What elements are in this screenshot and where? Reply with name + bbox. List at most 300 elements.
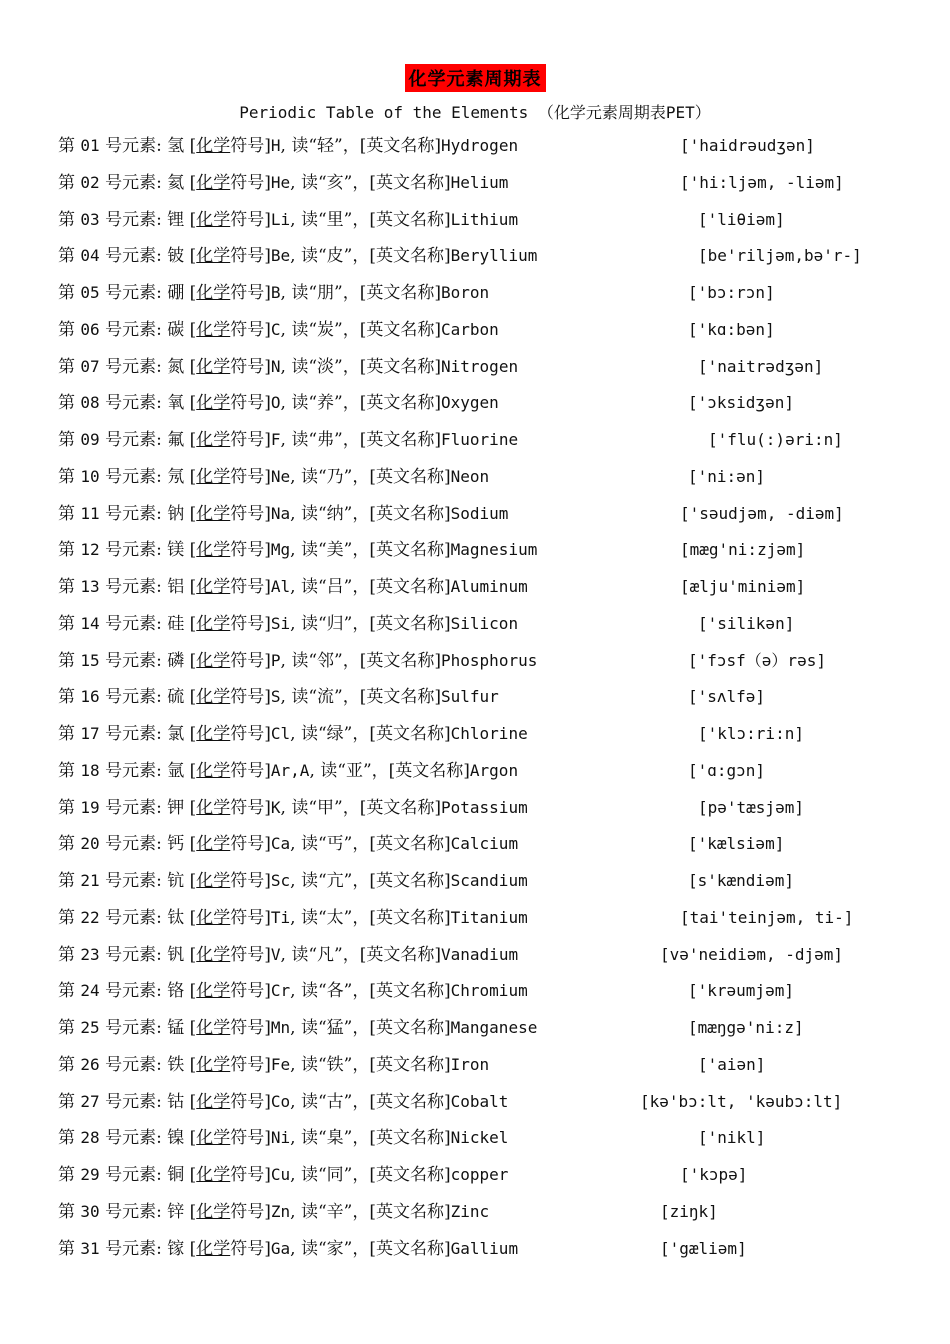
element-reading: “丐” <box>317 834 353 855</box>
element-english-name: Scandium <box>450 871 528 890</box>
element-english-name: Potassium <box>441 797 528 817</box>
label-en-name: [英文名称] <box>369 503 451 524</box>
label-di: 第 <box>58 871 75 891</box>
element-char: 镁 <box>167 540 185 561</box>
label-du: 读 <box>291 797 309 818</box>
bracket-open: [ <box>189 1238 197 1259</box>
label-di: 第 <box>58 209 75 230</box>
label-du: 读 <box>300 466 318 487</box>
element-pronunciation: ['kɔpə] <box>680 1165 748 1184</box>
label-chem: 化学 <box>196 650 231 671</box>
label-en-name: [英文名称] <box>359 393 442 414</box>
element-char: 氖 <box>167 466 185 487</box>
element-symbol: Li <box>270 209 291 229</box>
element-number: 06 <box>80 319 100 339</box>
label-hao: 号元素: <box>105 283 162 303</box>
element-row: 第 15 号元素: 磷 [化学符号]P, 读“邻”，[英文名称]Phosphorus ['fɔsf（ə）rəs] <box>58 645 537 677</box>
label-en-name: [英文名称] <box>359 283 442 303</box>
label-en-name: [英文名称] <box>369 209 451 230</box>
label-symbol: 符号] <box>230 724 271 744</box>
element-char: 钙 <box>167 834 185 855</box>
element-symbol: Na <box>270 503 291 523</box>
element-english-name: Aluminum <box>450 577 528 596</box>
element-row: 第 24 号元素: 铬 [化学符号]Cr, 读“各”，[英文名称]Chromium ['krəumjəm] <box>58 975 528 1007</box>
element-symbol: Ni <box>270 1128 291 1148</box>
element-row: 第 06 号元素: 碳 [化学符号]C, 读“炭”，[英文名称]Carbon ['kɑ:bən] <box>58 314 499 346</box>
element-pronunciation: [mæg'ni:zjəm] <box>680 540 806 560</box>
label-du: 读 <box>291 944 309 965</box>
element-char: 锂 <box>167 209 185 230</box>
element-pronunciation: ['silikən] <box>698 613 795 633</box>
bracket-open: [ <box>189 283 197 303</box>
label-symbol: 符号] <box>230 834 271 855</box>
element-row: 第 03 号元素: 锂 [化学符号]Li, 读“里”，[英文名称]Lithium ['liθiəm] <box>58 204 518 236</box>
element-row: 第 31 号元素: 镓 [化学符号]Ga, 读“家”，[英文名称]Gallium ['gæliəm] <box>58 1233 518 1265</box>
label-di: 第 <box>58 1128 75 1149</box>
element-pronunciation: ['hi:ljəm, -liəm] <box>680 172 844 192</box>
element-pronunciation: ['nikl] <box>698 1128 766 1148</box>
label-di: 第 <box>58 319 75 340</box>
label-du: 读 <box>291 356 309 377</box>
label-chem: 化学 <box>196 319 231 340</box>
element-pronunciation: ['bɔ:rɔn] <box>688 283 775 302</box>
element-reading: “弗” <box>308 430 343 450</box>
label-di: 第 <box>58 650 75 671</box>
element-symbol: V <box>270 944 281 964</box>
element-reading: “养” <box>308 393 343 414</box>
label-chem: 化学 <box>196 1201 231 1222</box>
label-chem: 化学 <box>196 1054 231 1075</box>
label-du: 读 <box>291 319 309 340</box>
element-pronunciation: ['klɔ:ri:n] <box>698 724 804 743</box>
label-di: 第 <box>58 283 75 303</box>
bracket-open: [ <box>189 1128 197 1149</box>
label-hao: 号元素: <box>105 650 162 671</box>
element-english-name: copper <box>450 1165 509 1184</box>
label-du: 读 <box>291 136 309 156</box>
element-char: 氟 <box>167 430 185 450</box>
element-char: 镍 <box>167 1128 185 1149</box>
label-di: 第 <box>58 907 75 928</box>
label-symbol: 符号] <box>230 944 271 965</box>
element-english-name: Nitrogen <box>441 356 519 376</box>
element-symbol: Zn <box>270 1201 291 1221</box>
element-number: 08 <box>80 393 100 413</box>
bracket-open: [ <box>189 724 197 744</box>
element-symbol: Ar,A <box>270 760 310 780</box>
label-hao: 号元素: <box>105 760 162 781</box>
label-en-name: [英文名称] <box>388 760 470 781</box>
element-symbol: Ga <box>270 1238 291 1258</box>
label-hao: 号元素: <box>105 1201 162 1222</box>
element-reading: “太” <box>317 907 353 928</box>
element-char: 硼 <box>167 283 185 303</box>
label-hao: 号元素: <box>105 577 162 597</box>
element-reading: “家” <box>317 1238 353 1259</box>
bracket-open: [ <box>189 209 197 230</box>
element-english-name: Gallium <box>450 1238 519 1258</box>
bracket-open: [ <box>189 246 197 267</box>
element-number: 01 <box>80 136 100 155</box>
label-en-name: [英文名称] <box>369 466 451 487</box>
label-du: 读 <box>291 650 309 671</box>
element-char: 钴 <box>167 1091 185 1112</box>
label-en-name: [英文名称] <box>359 944 442 965</box>
element-reading: “乃” <box>317 466 353 487</box>
label-du: 读 <box>291 283 309 303</box>
label-du: 读 <box>300 724 318 744</box>
bracket-open: [ <box>189 944 197 965</box>
label-hao: 号元素: <box>105 209 162 230</box>
label-di: 第 <box>58 466 75 487</box>
bracket-open: [ <box>189 136 197 156</box>
label-en-name: [英文名称] <box>359 650 442 671</box>
element-pronunciation: ['ni:ən] <box>688 466 766 486</box>
label-en-name: [英文名称] <box>369 834 451 855</box>
element-row: 第 26 号元素: 铁 [化学符号]Fe, 读“铁”，[英文名称]Iron ['aiən] <box>58 1049 489 1081</box>
bracket-open: [ <box>189 540 197 561</box>
label-du: 读 <box>300 1238 318 1259</box>
element-english-name: Vanadium <box>441 944 519 964</box>
element-symbol: Fe <box>270 1054 291 1074</box>
bracket-open: [ <box>189 834 197 855</box>
label-chem: 化学 <box>196 172 231 193</box>
label-en-name: [英文名称] <box>359 136 442 156</box>
element-char: 铍 <box>167 246 185 267</box>
element-number: 28 <box>80 1128 100 1148</box>
element-number: 14 <box>80 613 100 633</box>
element-pronunciation: [ziŋk] <box>660 1201 718 1221</box>
element-pronunciation: ['ɑ:gɔn] <box>688 760 766 780</box>
element-row: 第 07 号元素: 氮 [化学符号]N, 读“淡”，[英文名称]Nitrogen ['naitrədʒən] <box>58 351 518 383</box>
element-number: 17 <box>80 724 100 743</box>
element-pronunciation: ['krəumjəm] <box>688 981 794 1001</box>
element-row: 第 08 号元素: 氧 [化学符号]O, 读“养”，[英文名称]Oxygen ['ɔksidʒən] <box>58 387 499 419</box>
element-symbol: Ne <box>270 466 291 486</box>
label-en-name: [英文名称] <box>369 1201 451 1222</box>
label-hao: 号元素: <box>105 503 162 524</box>
label-di: 第 <box>58 687 75 708</box>
element-number: 31 <box>80 1238 100 1258</box>
element-english-name: Argon <box>469 760 519 780</box>
label-hao: 号元素: <box>105 172 162 193</box>
element-english-name: Calcium <box>450 834 519 854</box>
label-hao: 号元素: <box>105 246 162 267</box>
label-hao: 号元素: <box>105 540 162 561</box>
label-chem: 化学 <box>196 871 231 891</box>
element-char: 铬 <box>167 981 185 1002</box>
element-pronunciation: [tai'teinjəm, ti-] <box>680 907 854 927</box>
label-du: 读 <box>300 1201 318 1222</box>
label-du: 读 <box>300 503 318 524</box>
label-symbol: 符号] <box>230 430 271 450</box>
element-row: 第 18 号元素: 氩 [化学符号]Ar,A, 读“亚”，[英文名称]Argon ['ɑ:gɔn] <box>58 755 518 787</box>
element-pronunciation: ['liθiəm] <box>698 209 785 229</box>
label-symbol: 符号] <box>230 687 271 708</box>
label-symbol: 符号] <box>230 760 271 781</box>
element-pronunciation: ['naitrədʒən] <box>698 356 824 376</box>
bracket-open: [ <box>189 650 197 671</box>
element-row: 第 09 号元素: 氟 [化学符号]F, 读“弗”，[英文名称]Fluorine ['flu(:)əri:n] <box>58 424 518 456</box>
label-du: 读 <box>300 1165 318 1185</box>
label-symbol: 符号] <box>230 246 271 267</box>
element-symbol: Sc <box>270 871 291 890</box>
label-du: 读 <box>300 871 318 891</box>
element-pronunciation: ['sʌlfə] <box>688 687 766 707</box>
label-chem: 化学 <box>196 540 231 561</box>
element-symbol: He <box>270 172 291 192</box>
element-row: 第 20 号元素: 钙 [化学符号]Ca, 读“丐”，[英文名称]Calcium ['kælsiəm] <box>58 828 518 860</box>
element-char: 钾 <box>167 797 185 818</box>
element-number: 26 <box>80 1054 100 1074</box>
label-du: 读 <box>291 687 309 708</box>
element-symbol: B <box>270 283 281 302</box>
element-number: 05 <box>80 283 100 302</box>
page-title: 化学元素周期表 <box>405 64 546 92</box>
bracket-open: [ <box>189 466 197 487</box>
bracket-open: [ <box>189 1091 197 1112</box>
element-english-name: Hydrogen <box>441 136 519 155</box>
element-reading: “同” <box>317 1165 353 1185</box>
element-english-name: Zinc <box>450 1201 490 1221</box>
element-pronunciation: [s'kændiəm] <box>688 871 794 890</box>
bracket-open: [ <box>189 613 197 634</box>
label-en-name: [英文名称] <box>369 1091 451 1112</box>
label-du: 读 <box>300 1054 318 1075</box>
label-chem: 化学 <box>196 724 231 744</box>
label-symbol: 符号] <box>230 1091 271 1112</box>
label-chem: 化学 <box>196 760 231 781</box>
label-symbol: 符号] <box>230 1018 271 1038</box>
label-en-name: [英文名称] <box>369 577 451 597</box>
element-char: 锌 <box>167 1201 185 1222</box>
element-symbol: Si <box>270 613 291 633</box>
label-en-name: [英文名称] <box>369 1165 451 1185</box>
element-english-name: Manganese <box>450 1018 538 1037</box>
label-hao: 号元素: <box>105 430 162 450</box>
element-reading: “辛” <box>317 1201 353 1222</box>
label-du: 读 <box>300 613 318 634</box>
element-symbol: Cr <box>270 981 291 1001</box>
label-hao: 号元素: <box>105 724 162 744</box>
label-symbol: 符号] <box>230 393 271 414</box>
element-english-name: Phosphorus <box>441 650 538 670</box>
label-symbol: 符号] <box>230 1165 271 1185</box>
bracket-open: [ <box>189 356 197 377</box>
label-symbol: 符号] <box>230 209 271 230</box>
label-chem: 化学 <box>196 356 231 377</box>
element-row: 第 01 号元素: 氢 [化学符号]H, 读“轻”，[英文名称]Hydrogen ['haidrəudʒən] <box>58 130 518 162</box>
label-symbol: 符号] <box>230 503 271 524</box>
element-pronunciation: [mæŋgə'ni:z] <box>688 1018 804 1037</box>
element-english-name: Carbon <box>441 319 499 339</box>
element-symbol: F <box>270 430 281 449</box>
element-char: 碳 <box>167 319 185 340</box>
element-symbol: Co <box>270 1091 291 1111</box>
label-hao: 号元素: <box>105 981 162 1002</box>
label-di: 第 <box>58 1165 75 1185</box>
label-symbol: 符号] <box>230 136 271 156</box>
label-di: 第 <box>58 1238 75 1259</box>
element-pronunciation: ['səudjəm, -diəm] <box>680 503 844 523</box>
element-symbol: S <box>270 687 281 707</box>
label-symbol: 符号] <box>230 907 271 928</box>
label-en-name: [英文名称] <box>359 356 442 377</box>
label-du: 读 <box>300 1018 318 1038</box>
bracket-open: [ <box>189 1018 197 1038</box>
element-row: 第 19 号元素: 钾 [化学符号]K, 读“甲”，[英文名称]Potassium [pə'tæsjəm] <box>58 792 528 824</box>
element-symbol: N <box>270 356 281 376</box>
label-hao: 号元素: <box>105 1018 162 1038</box>
label-symbol: 符号] <box>230 283 271 303</box>
label-chem: 化学 <box>196 1018 231 1038</box>
label-en-name: [英文名称] <box>369 1128 451 1149</box>
element-char: 硫 <box>167 687 185 708</box>
element-reading: “里” <box>317 209 353 230</box>
bracket-open: [ <box>189 1165 197 1185</box>
element-english-name: Beryllium <box>450 246 538 266</box>
element-row: 第 21 号元素: 钪 [化学符号]Sc, 读“亢”，[英文名称]Scandium [s'kændiəm] <box>58 865 528 897</box>
label-du: 读 <box>300 1128 318 1149</box>
label-chem: 化学 <box>196 503 231 524</box>
label-di: 第 <box>58 944 75 965</box>
element-number: 16 <box>80 687 100 707</box>
element-char: 氩 <box>167 760 185 781</box>
label-di: 第 <box>58 393 75 414</box>
element-reading: “铁” <box>317 1054 353 1075</box>
element-reading: “凡” <box>308 944 343 965</box>
element-symbol: C <box>270 319 281 339</box>
label-chem: 化学 <box>196 944 231 965</box>
element-char: 锰 <box>167 1018 185 1038</box>
element-row: 第 04 号元素: 铍 [化学符号]Be, 读“皮”，[英文名称]Beryllium [be'riljəm,bə'r-] <box>58 240 537 272</box>
label-du: 读 <box>300 246 318 267</box>
label-hao: 号元素: <box>105 1128 162 1149</box>
bracket-open: [ <box>189 797 197 818</box>
label-symbol: 符号] <box>230 577 271 597</box>
element-english-name: Silicon <box>450 613 519 633</box>
label-chem: 化学 <box>196 283 231 303</box>
label-hao: 号元素: <box>105 871 162 891</box>
label-di: 第 <box>58 797 75 818</box>
label-du: 读 <box>300 577 318 597</box>
label-symbol: 符号] <box>230 319 271 340</box>
bracket-open: [ <box>189 907 197 928</box>
label-du: 读 <box>320 760 338 781</box>
element-char: 镓 <box>167 1238 185 1259</box>
element-reading: “各” <box>317 981 353 1002</box>
bracket-open: [ <box>189 871 197 891</box>
label-symbol: 符号] <box>230 356 271 377</box>
element-char: 氯 <box>167 724 185 744</box>
element-number: 22 <box>80 907 100 927</box>
label-chem: 化学 <box>196 834 231 855</box>
label-hao: 号元素: <box>105 907 162 928</box>
label-hao: 号元素: <box>105 1054 162 1075</box>
element-symbol: Mn <box>270 1018 291 1037</box>
element-char: 氢 <box>167 136 185 156</box>
element-reading: “朋” <box>308 283 343 303</box>
label-di: 第 <box>58 172 75 193</box>
element-reading: “亥” <box>317 172 353 193</box>
label-chem: 化学 <box>196 1238 231 1259</box>
element-english-name: Magnesium <box>450 540 538 560</box>
label-du: 读 <box>291 393 309 414</box>
label-di: 第 <box>58 503 75 524</box>
bracket-open: [ <box>189 503 197 524</box>
label-di: 第 <box>58 1091 75 1112</box>
label-symbol: 符号] <box>230 871 271 891</box>
label-chem: 化学 <box>196 430 231 450</box>
label-di: 第 <box>58 724 75 744</box>
label-hao: 号元素: <box>105 356 162 377</box>
label-chem: 化学 <box>196 1128 231 1149</box>
element-row: 第 12 号元素: 镁 [化学符号]Mg, 读“美”，[英文名称]Magnesium [mæg'ni:zjəm] <box>58 534 537 566</box>
label-symbol: 符号] <box>230 466 271 487</box>
bracket-open: [ <box>189 172 197 193</box>
element-reading: “猛” <box>317 1018 353 1038</box>
label-chem: 化学 <box>196 136 231 156</box>
element-row: 第 05 号元素: 硼 [化学符号]B, 读“朋”，[英文名称]Boron ['bɔ:rɔn] <box>58 277 489 309</box>
element-row: 第 30 号元素: 锌 [化学符号]Zn, 读“辛”，[英文名称]Zinc [ziŋk] <box>58 1196 489 1228</box>
element-reading: “古” <box>317 1091 353 1112</box>
element-reading: “炭” <box>308 319 343 340</box>
label-hao: 号元素: <box>105 466 162 487</box>
label-chem: 化学 <box>196 797 231 818</box>
element-char: 氧 <box>167 393 185 414</box>
element-number: 27 <box>80 1091 100 1111</box>
label-di: 第 <box>58 356 75 377</box>
label-chem: 化学 <box>196 907 231 928</box>
element-row: 第 13 号元素: 铝 [化学符号]Al, 读“吕”，[英文名称]Aluminum [ælju'miniəm] <box>58 571 528 603</box>
label-symbol: 符号] <box>230 613 271 634</box>
element-reading: “邻” <box>308 650 343 671</box>
element-english-name: Helium <box>450 172 509 192</box>
label-du: 读 <box>300 907 318 928</box>
label-symbol: 符号] <box>230 650 271 671</box>
element-row: 第 14 号元素: 硅 [化学符号]Si, 读“归”，[英文名称]Silicon ['silikən] <box>58 608 518 640</box>
label-di: 第 <box>58 136 75 156</box>
element-number: 30 <box>80 1201 100 1221</box>
element-reading: “轻” <box>308 136 343 156</box>
element-row: 第 11 号元素: 钠 [化学符号]Na, 读“纳”，[英文名称]Sodium ['səudjəm, -diəm] <box>58 498 508 530</box>
element-pronunciation: ['ɔksidʒən] <box>688 393 794 413</box>
element-reading: “绿” <box>317 724 353 744</box>
label-en-name: [英文名称] <box>359 797 442 818</box>
element-number: 29 <box>80 1165 100 1184</box>
element-row: 第 16 号元素: 硫 [化学符号]S, 读“流”，[英文名称]Sulfur ['sʌlfə] <box>58 681 499 713</box>
label-symbol: 符号] <box>230 1201 271 1222</box>
element-number: 09 <box>80 430 100 449</box>
element-pronunciation: [və'neidiəm, -djəm] <box>660 944 844 964</box>
element-symbol: H <box>270 136 281 155</box>
element-english-name: Lithium <box>450 209 519 229</box>
label-en-name: [英文名称] <box>369 246 451 267</box>
label-en-name: [英文名称] <box>369 981 451 1002</box>
label-hao: 号元素: <box>105 944 162 965</box>
element-pronunciation: ['haidrəudʒən] <box>680 136 815 155</box>
element-row: 第 29 号元素: 铜 [化学符号]Cu, 读“同”，[英文名称]copper ['kɔpə] <box>58 1159 508 1191</box>
label-symbol: 符号] <box>230 1054 271 1075</box>
element-number: 12 <box>80 540 100 560</box>
label-hao: 号元素: <box>105 797 162 818</box>
label-symbol: 符号] <box>230 540 271 561</box>
page-subtitle: Periodic Table of the Elements （化学元素周期表PET） <box>239 103 711 122</box>
label-en-name: [英文名称] <box>369 613 451 634</box>
element-symbol: K <box>270 797 281 817</box>
label-chem: 化学 <box>196 246 231 267</box>
element-pronunciation: ['flu(:)əri:n] <box>708 430 843 449</box>
